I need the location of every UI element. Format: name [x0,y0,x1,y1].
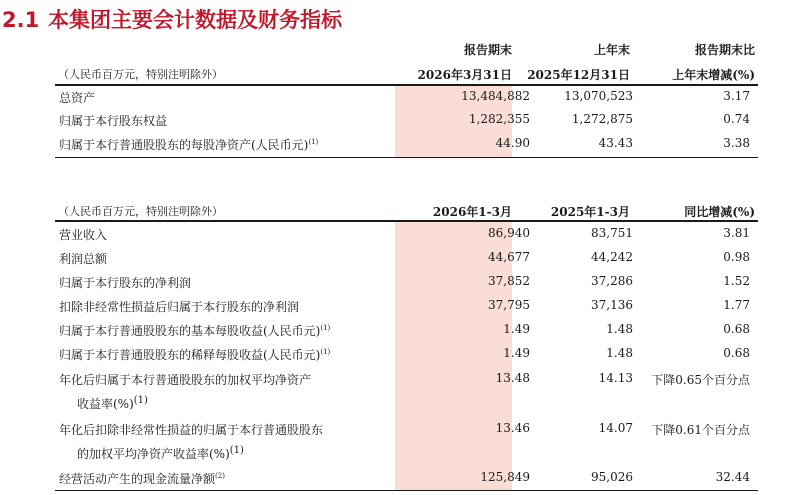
row-value-change: 32.44 [715,470,750,484]
header-rule [55,84,758,86]
row-label: 利润总额 [59,252,108,266]
table-row [55,89,758,107]
table-row [55,322,758,340]
row-value-prior: 83,751 [591,226,633,240]
row-value-change: 0.68 [723,322,750,336]
table-row [55,470,758,488]
row-value-change: 3.17 [723,89,750,103]
col2-header-line1: 上年末 [593,43,630,57]
footnote-ref: (1) [133,395,148,406]
bottom-rule [55,490,758,491]
row-value-current: 37,852 [488,274,530,288]
row-label: 营业收入 [59,228,108,242]
col2-header-line2: 2025年12月31日 [527,68,630,82]
row-value-current: 86,940 [488,226,530,240]
row-value-current: 44,677 [488,250,530,264]
footnote-ref: (1) [229,445,244,456]
row-value-current: 1.49 [503,346,530,360]
table-row [55,136,758,154]
section-heading [2,4,342,34]
col3-header: 同比增减(%) [684,205,755,219]
row-value-change: 1.52 [723,274,750,288]
col3-header-line2: 上年末增减(%) [672,68,755,82]
row-value-prior: 43.43 [598,136,633,150]
row-value-change: 0.98 [723,250,750,264]
row-label: 总资产 [59,91,96,105]
row-value-change: 0.68 [723,346,750,360]
header-rule [55,220,758,222]
unit-note: （人民币百万元，特别注明除外） [58,205,223,218]
footnote-ref: (1) [320,348,331,356]
col1-header: 2026年1-3月 [432,205,512,219]
bottom-rule [55,157,758,158]
row-label: 归属于本行普通股股东的每股净资产(人民币元)$^{(1)}$ [59,138,319,152]
table-row [55,274,758,292]
row-value-prior: 1.48 [606,346,633,360]
row-value-current: 37,795 [488,298,530,312]
row-label: 归属于本行股东的净利润 [59,276,192,290]
row-value-current: 125,849 [480,470,530,484]
row-value-change: 1.77 [723,298,750,312]
row-label: 归属于本行普通股股东的基本每股收益(人民币元)$^{(1)}$ [59,324,331,338]
table-row [55,250,758,268]
row-value-change: 下降0.65个百分点 [651,373,750,387]
col1-header-line2: 2026年3月31日 [417,68,512,82]
row-value-current: 13.48 [495,371,530,385]
row-value-current: 44.90 [495,136,530,150]
row-value-current: 1,282,355 [468,112,530,126]
row-value-prior: 95,026 [591,470,633,484]
row-value-change: 3.81 [723,226,750,240]
table-row [55,371,758,411]
col2-header: 2025年1-3月 [550,205,630,219]
footnote-ref: (1) [320,324,331,332]
row-label-continued: 收益率(%)$^{(1)}$ [77,395,148,411]
row-label: 扣除非经常性损益后归属于本行股东的净利润 [59,300,300,314]
row-label: 年化后归属于本行普通股股东的加权平均净资产 [59,373,312,387]
footnote-ref: (2) [215,472,225,480]
row-value-prior: 14.13 [598,371,633,385]
col3-header-line1: 报告期末比 [694,43,755,57]
table-row [55,112,758,130]
section-number: 2.1 [2,8,40,32]
col1-header-line1: 报告期末 [463,43,512,57]
row-value-current: 13.46 [495,421,530,435]
unit-note: （人民币百万元，特别注明除外） [58,68,223,81]
section-title: 本集团主要会计数据及财务指标 [48,8,342,32]
row-value-prior: 37,286 [591,274,633,288]
row-label: 归属于本行普通股股东的稀释每股收益(人民币元)$^{(1)}$ [59,348,331,362]
row-label-continued: 的加权平均净资产收益率(%)$^{(1)}$ [77,445,244,461]
row-label: 经营活动产生的现金流量净额$^{(2)}$ [59,472,225,486]
row-label: 归属于本行股东权益 [59,114,168,128]
table-row [55,226,758,244]
footnote-ref: (1) [308,138,319,146]
row-value-current: 13,484,882 [461,89,530,103]
table-row [55,346,758,364]
row-label: 年化后扣除非经常性损益的归属于本行普通股股东 [59,423,324,437]
row-value-prior: 44,242 [591,250,633,264]
row-value-prior: 13,070,523 [564,89,633,103]
table-row [55,421,758,461]
row-value-current: 1.49 [503,322,530,336]
row-value-prior: 37,136 [591,298,633,312]
row-value-prior: 1,272,875 [571,112,633,126]
row-value-change: 下降0.61个百分点 [651,423,750,437]
row-value-change: 3.38 [723,136,750,150]
row-value-change: 0.74 [723,112,750,126]
row-value-prior: 14.07 [598,421,633,435]
row-value-prior: 1.48 [606,322,633,336]
table-row [55,298,758,316]
